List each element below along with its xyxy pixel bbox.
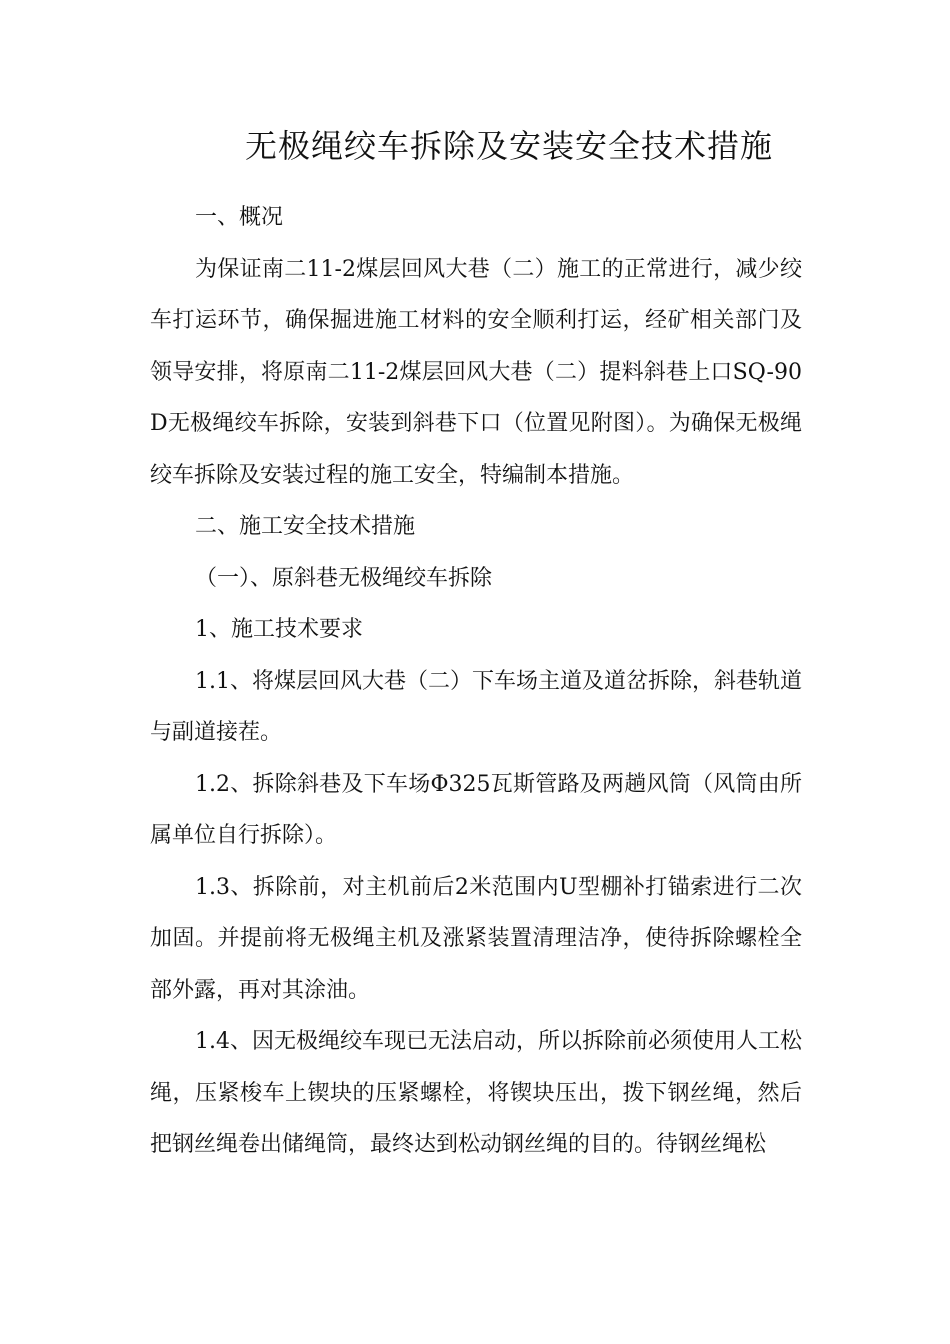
paragraph-1-1: 1.1、将煤层回风大巷（二）下车场主道及道岔拆除，斜巷轨道与副道接茬。 bbox=[150, 668, 802, 745]
section-heading-safety-measures: 二、施工安全技术措施 bbox=[195, 514, 416, 539]
document-title: 无极绳绞车拆除及安装安全技术措施 bbox=[244, 127, 773, 165]
paragraph-overview: 为保证南二11-2煤层回风大巷（二）施工的正常进行，减少绞车打运环节，确保掘进施工材料的安全顺利打运，经矿相关部门及领导安排，将原南二11-2煤层回风大巷（二）提料斜巷上口SQ-90D无极绳绞车拆除，安装到斜巷下口（位置见附图）。为确保无极绳绞车拆除及安装过程的施工安全，特编制本措施。 bbox=[150, 256, 802, 488]
document-body bbox=[150, 192, 802, 1171]
item-heading-technical-requirements: 1、施工技术要求 bbox=[195, 617, 363, 642]
section-heading-overview: 一、概况 bbox=[195, 205, 284, 230]
paragraph-1-3: 1.3、拆除前，对主机前后2米范围内U型棚补打锚索进行二次加固。并提前将无极绳主机及涨紧装置清理洁净，使待拆除螺栓全部外露，再对其涂油。 bbox=[150, 874, 802, 1003]
paragraph-1-2: 1.2、拆除斜巷及下车场Φ325瓦斯管路及两趟风筒（风筒由所属单位自行拆除）。 bbox=[150, 771, 802, 848]
subsection-heading-removal: （一）、原斜巷无极绳绞车拆除 bbox=[195, 565, 493, 591]
paragraph-1-4: 1.4、因无极绳绞车现已无法启动，所以拆除前必须使用人工松绳，压紧梭车上锲块的压紧螺栓，将锲块压出，拨下钢丝绳，然后把钢丝绳卷出储绳筒，最终达到松动钢丝绳的目的。待钢丝绳松 bbox=[150, 1029, 802, 1157]
